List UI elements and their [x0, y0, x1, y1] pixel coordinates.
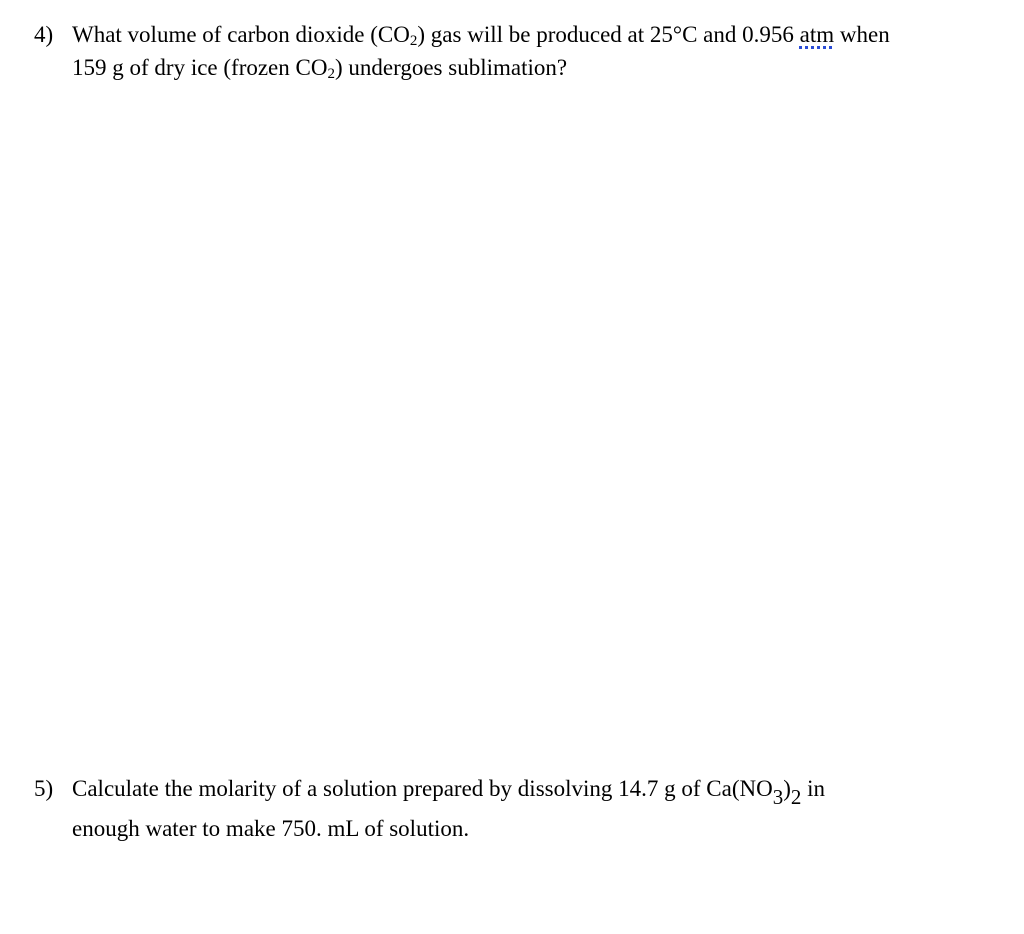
- question-number: 4): [34, 22, 54, 47]
- text-segment: ): [783, 776, 791, 801]
- text-segment: 159 g of dry ice (frozen CO: [72, 55, 328, 80]
- subscript: 3: [772, 785, 784, 809]
- text-segment: ) gas will be produced at 25°C and 0.956: [417, 22, 800, 47]
- text-segment: Calculate the molarity of a solution prepared by dissolving 14.7 g of Ca(NO: [72, 776, 773, 801]
- question-text-line: [72, 55, 567, 83]
- spellcheck-flagged-word[interactable]: atm: [799, 22, 835, 47]
- text-segment: ) undergoes sublimation?: [334, 55, 568, 80]
- question-text-line: [72, 22, 890, 50]
- text-segment: in: [801, 776, 826, 801]
- question-text-line: enough water to make 750. mL of solution.: [72, 816, 470, 841]
- question-text-line: [72, 776, 825, 810]
- subscript: 2: [327, 66, 335, 82]
- text-segment: What volume of carbon dioxide (CO: [72, 22, 410, 47]
- subscript: 2: [409, 33, 418, 49]
- subscript: 2: [790, 785, 802, 809]
- text-segment: when: [834, 22, 890, 47]
- question-number: 5): [34, 776, 54, 801]
